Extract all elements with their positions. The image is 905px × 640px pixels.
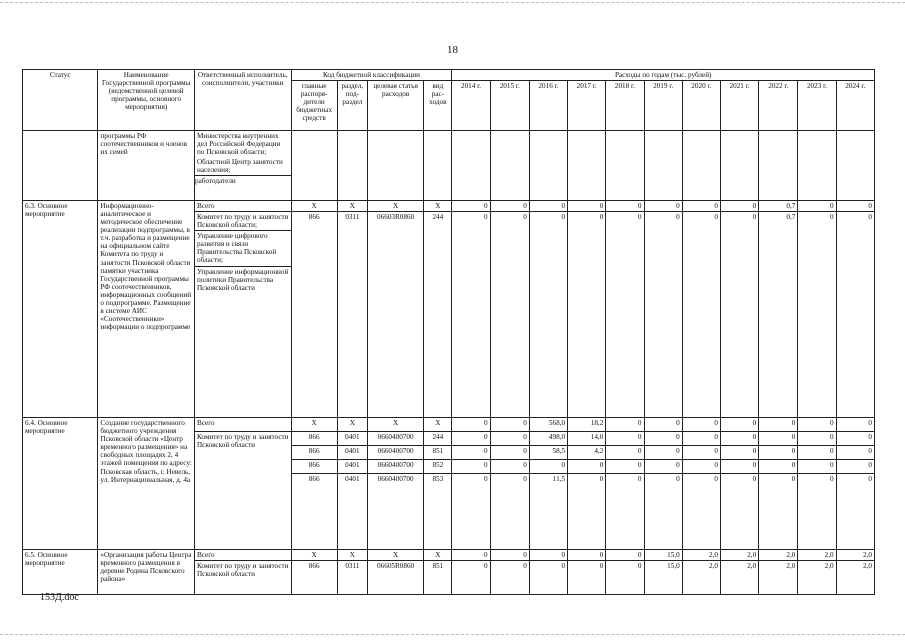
- code-vr-cell: X: [424, 550, 452, 561]
- responsible-total-label: Всего: [194, 418, 291, 432]
- code-rzpr-cell: 0401: [337, 460, 367, 474]
- header-year: 2014 г.: [452, 81, 490, 131]
- year-value-cell: 0: [606, 460, 644, 474]
- year-value-cell: 0: [568, 550, 606, 561]
- header-name: Наименование Государственной программы (ведомственной целевой программы, основного мероприятия): [98, 70, 195, 131]
- year-value-cell: 15,0: [644, 550, 682, 561]
- year-value-cell: 58,5: [529, 446, 567, 460]
- year-value-cell: 0: [682, 460, 720, 474]
- status-cell: 6.4. Основное мероприятие: [23, 418, 98, 550]
- code-grbs-cell: 866: [291, 460, 337, 474]
- year-value-cell: 0: [568, 561, 606, 595]
- year-value-cell: 0: [836, 474, 874, 550]
- year-value-cell: 2,0: [759, 550, 798, 561]
- year-value-cell: 0: [644, 201, 682, 212]
- year-value-cell: 0: [759, 432, 798, 446]
- header-year: 2022 г.: [759, 81, 798, 131]
- responsible-item: Комитет по труду и занятости Псковской области;: [196, 213, 289, 230]
- year-value-cell: 2,0: [682, 561, 720, 595]
- code-csr-cell: 0660400700: [367, 432, 423, 446]
- code-rzpr-cell: 0401: [337, 446, 367, 460]
- year-value-cell: 15,0: [644, 561, 682, 595]
- year-value-cell: 18,2: [568, 418, 606, 432]
- year-value-cell: 0: [759, 446, 798, 460]
- year-value-cell: 2,0: [798, 561, 836, 595]
- header-year: 2015 г.: [490, 81, 529, 131]
- year-value-cell: 0: [798, 418, 836, 432]
- year-value-cell: 0: [568, 201, 606, 212]
- year-value-cell: 0: [452, 550, 490, 561]
- scan-edge-top: [0, 2, 905, 5]
- year-value-cell: 2,0: [798, 550, 836, 561]
- status-cell: [23, 131, 98, 201]
- year-value-cell: 0: [720, 418, 758, 432]
- code-vr-cell: 851: [424, 446, 452, 460]
- year-value-cell: 0: [568, 474, 606, 550]
- responsible-item: Комитет по труду и занятости Псковской области: [196, 433, 289, 450]
- header-vr: вид рас-ходов: [424, 81, 452, 131]
- year-value-cell: 0: [452, 474, 490, 550]
- year-value-cell: 568,0: [529, 418, 567, 432]
- year-value-cell: 0: [836, 460, 874, 474]
- responsible-cell: [194, 131, 291, 201]
- responsible-item: Областной Центр занятости населения;: [196, 158, 283, 175]
- year-value-cell: 0: [720, 446, 758, 460]
- year-value-cell: 0: [644, 418, 682, 432]
- responsible-cell: [194, 561, 291, 595]
- code-grbs-cell: X: [291, 418, 337, 432]
- responsible-item: работодатели: [194, 175, 291, 186]
- year-value-cell: 2,0: [720, 561, 758, 595]
- year-value-cell: 0: [759, 474, 798, 550]
- section-total-row: [23, 201, 875, 212]
- year-value-cell: 0: [490, 432, 529, 446]
- header-budget-code: Код бюджетной классификации: [291, 70, 452, 81]
- name-cell: Создание государственного бюджетного учреждения Псковской области «Центр временного размещения» на свободных площадях 2, 4 этажей помещения по адресу: Псковская область, г. Невель, ул. Интернациональная, д. 4а: [98, 418, 195, 550]
- year-value-cell: 0: [720, 432, 758, 446]
- year-value-cell: 0,7: [759, 212, 798, 418]
- year-value-cell: 0: [759, 460, 798, 474]
- year-value-cell: 0: [798, 446, 836, 460]
- section-total-row: [23, 418, 875, 432]
- year-value-cell: 0: [720, 212, 758, 418]
- year-value-cell: 0: [452, 432, 490, 446]
- code-csr-cell: 0660400700: [367, 446, 423, 460]
- year-value-cell: 0: [644, 460, 682, 474]
- code-grbs-cell: 866: [291, 432, 337, 446]
- code-vr-cell: 852: [424, 460, 452, 474]
- year-value-cell: 11,5: [529, 474, 567, 550]
- year-value-cell: 0: [682, 446, 720, 460]
- year-value-cell: 0: [606, 432, 644, 446]
- year-value-cell: 14,0: [568, 432, 606, 446]
- year-value-cell: 0: [452, 201, 490, 212]
- year-value-cell: 0,7: [759, 201, 798, 212]
- year-value-cell: 0: [568, 212, 606, 418]
- header-year: 2021 г.: [720, 81, 758, 131]
- code-vr-cell: 853: [424, 474, 452, 550]
- year-value-cell: 0: [720, 201, 758, 212]
- year-value-cell: 4,2: [568, 446, 606, 460]
- header-rzpr: раздел, под-раздел: [337, 81, 367, 131]
- header-year: 2024 г.: [836, 81, 874, 131]
- code-grbs-cell: 866: [291, 212, 337, 418]
- responsible-total-label: Всего: [194, 201, 291, 212]
- header-grbs: главные распоря-дители бюджетных средств: [291, 81, 337, 131]
- year-value-cell: 0: [836, 201, 874, 212]
- year-value-cell: 0: [529, 201, 567, 212]
- code-vr-cell: X: [424, 418, 452, 432]
- responsible-item: Управление цифрового развития и связи Правительства Псковской области;: [195, 230, 291, 265]
- header-csr: целевая статья расходов: [367, 81, 423, 131]
- header-year: 2019 г.: [644, 81, 682, 131]
- code-csr-cell: 06605R0860: [367, 561, 423, 595]
- year-value-cell: 0: [759, 418, 798, 432]
- section-total-row: [23, 550, 875, 561]
- code-grbs-cell: 866: [291, 446, 337, 460]
- name-cell: Информационно-аналитическое и методическое обеспечение реализации подпрограммы, в т.ч. разработка и размещение на официальном сайте Комитета по труду и занятости Псковской области памятки участника Государственной программы РФ соотечественников, информационных сообщений о подпрограмме. Размещение в системе АИС «Соотечественники» информации о подпрограмме: [98, 201, 195, 418]
- year-value-cell: 0: [452, 561, 490, 595]
- code-csr-cell: 0660400700: [367, 460, 423, 474]
- responsible-item: Комитет по труду и занятости Псковской области: [196, 562, 289, 579]
- year-value-cell: 0: [452, 418, 490, 432]
- year-value-cell: 0: [490, 460, 529, 474]
- header-status: Статус: [23, 70, 98, 131]
- year-value-cell: 2,0: [720, 550, 758, 561]
- year-value-cell: 0: [836, 418, 874, 432]
- year-value-cell: 2,0: [836, 550, 874, 561]
- code-grbs-cell: 866: [291, 561, 337, 595]
- code-vr-cell: 244: [424, 212, 452, 418]
- responsible-item: Министерства внутренних дел Российской Федерации по Псковской области;: [196, 132, 281, 157]
- year-value-cell: 0: [836, 446, 874, 460]
- code-csr-cell: 06603R0860: [367, 212, 423, 418]
- code-rzpr-cell: 0311: [337, 212, 367, 418]
- year-value-cell: 0: [798, 432, 836, 446]
- status-cell: 6.5. Основное мероприятие: [23, 550, 98, 595]
- year-value-cell: 0: [452, 460, 490, 474]
- year-value-cell: 0: [798, 201, 836, 212]
- header-year: 2018 г.: [606, 81, 644, 131]
- year-value-cell: 0: [644, 432, 682, 446]
- budget-table: [22, 69, 875, 595]
- year-value-cell: 0: [682, 474, 720, 550]
- year-value-cell: 0: [836, 212, 874, 418]
- scan-edge-bottom: [0, 634, 905, 637]
- year-value-cell: 0: [682, 432, 720, 446]
- year-value-cell: 0: [452, 446, 490, 460]
- footer-filename: 153Д.doc: [40, 592, 79, 603]
- table-body: [23, 131, 875, 595]
- year-value-cell: 498,0: [529, 432, 567, 446]
- header-year: 2016 г.: [529, 81, 567, 131]
- year-value-cell: 0: [682, 418, 720, 432]
- year-value-cell: 0: [798, 460, 836, 474]
- responsible-cell: [194, 432, 291, 550]
- year-value-cell: 0: [606, 474, 644, 550]
- year-value-cell: 0: [606, 446, 644, 460]
- code-vr-cell: 851: [424, 561, 452, 595]
- year-value-cell: 0: [682, 201, 720, 212]
- year-value-cell: 0: [606, 418, 644, 432]
- year-value-cell: 0: [490, 474, 529, 550]
- code-grbs-cell: 866: [291, 474, 337, 550]
- year-value-cell: 0: [490, 550, 529, 561]
- year-value-cell: 0: [606, 561, 644, 595]
- year-value-cell: 0: [529, 550, 567, 561]
- year-value-cell: 0: [490, 418, 529, 432]
- year-value-cell: 0: [836, 432, 874, 446]
- header-year: 2017 г.: [568, 81, 606, 131]
- year-value-cell: 0: [490, 201, 529, 212]
- year-value-cell: 0: [682, 212, 720, 418]
- year-value-cell: 0: [606, 212, 644, 418]
- year-value-cell: 0: [490, 212, 529, 418]
- year-value-cell: 0: [529, 561, 567, 595]
- year-value-cell: 0: [720, 474, 758, 550]
- code-csr-cell: X: [367, 550, 423, 561]
- name-cell: программы РФ соотечественников и членов их семей: [98, 131, 195, 201]
- code-csr-cell: X: [367, 418, 423, 432]
- year-value-cell: 0: [568, 460, 606, 474]
- code-rzpr-cell: X: [337, 201, 367, 212]
- year-value-cell: 2,0: [682, 550, 720, 561]
- code-rzpr-cell: X: [337, 418, 367, 432]
- year-value-cell: 0: [798, 212, 836, 418]
- name-cell: «Организация работы Центра временного размещения в деревне Родина Псковского района»: [98, 550, 195, 595]
- code-rzpr-cell: 0311: [337, 561, 367, 595]
- code-rzpr-cell: 0401: [337, 432, 367, 446]
- header-expenses: Расходы по годам (тыс. рублей): [452, 70, 875, 81]
- year-value-cell: 0: [644, 212, 682, 418]
- responsible-cell: [194, 212, 291, 418]
- year-value-cell: 0: [644, 474, 682, 550]
- code-rzpr-cell: X: [337, 550, 367, 561]
- code-rzpr-cell: 0401: [337, 474, 367, 550]
- year-value-cell: 0: [529, 212, 567, 418]
- year-value-cell: 0: [529, 460, 567, 474]
- year-value-cell: 2,0: [836, 561, 874, 595]
- year-value-cell: 0: [798, 474, 836, 550]
- year-value-cell: 2,0: [759, 561, 798, 595]
- code-csr-cell: X: [367, 201, 423, 212]
- year-value-cell: 0: [490, 561, 529, 595]
- code-vr-cell: 244: [424, 432, 452, 446]
- year-value-cell: 0: [452, 212, 490, 418]
- year-value-cell: 0: [490, 446, 529, 460]
- header-year: 2023 г.: [798, 81, 836, 131]
- header-year: 2020 г.: [682, 81, 720, 131]
- responsible-total-label: Всего: [194, 550, 291, 561]
- year-value-cell: 0: [606, 201, 644, 212]
- code-grbs-cell: X: [291, 201, 337, 212]
- code-grbs-cell: X: [291, 550, 337, 561]
- status-cell: 6.3. Основное мероприятие: [23, 201, 98, 418]
- continuation-row: [23, 131, 875, 201]
- year-value-cell: 0: [644, 446, 682, 460]
- page-number: 18: [447, 44, 458, 56]
- year-value-cell: 0: [720, 460, 758, 474]
- year-value-cell: 0: [606, 550, 644, 561]
- responsible-item: Управление информационной политики Правительства Псковской области: [195, 266, 291, 293]
- header-responsible: Ответственный исполнитель, соисполнители, участники: [194, 70, 291, 131]
- code-csr-cell: 0660400700: [367, 474, 423, 550]
- code-vr-cell: X: [424, 201, 452, 212]
